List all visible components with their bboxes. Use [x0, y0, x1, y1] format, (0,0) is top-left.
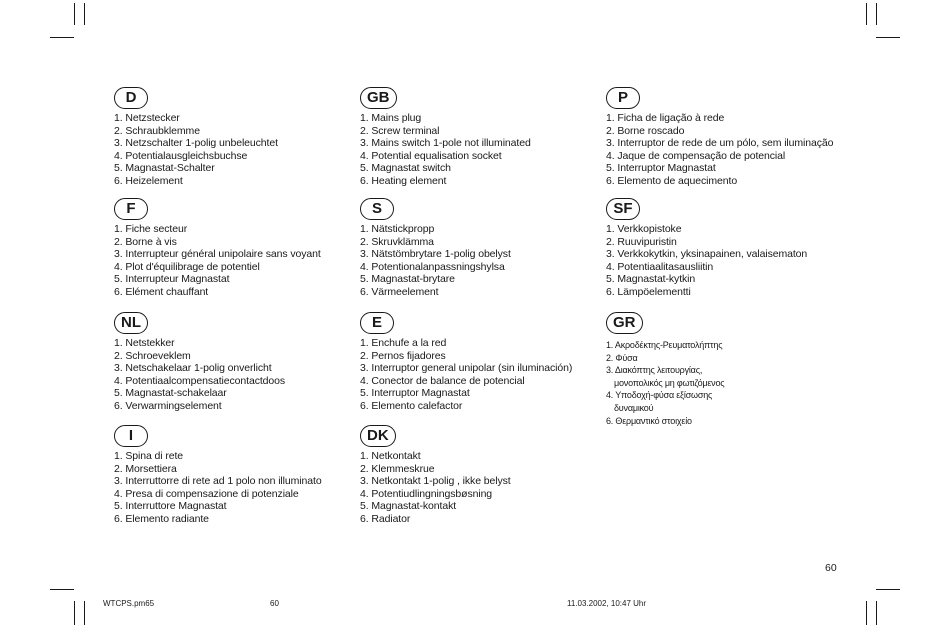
list-item: μονοπολικός μη φωτιζόμενος	[614, 377, 725, 388]
list-item: 4. Jaque de compensação de potencial	[606, 149, 786, 162]
list-item: 6. Radiator	[360, 512, 411, 525]
section-dk	[360, 425, 511, 526]
list-item: 5. Magnastat-brytare	[360, 273, 455, 286]
language-badge: D	[114, 87, 148, 109]
language-badge: GB	[360, 87, 397, 109]
section-pt	[606, 87, 833, 188]
list-item: 2. Screw terminal	[360, 124, 440, 137]
language-badge: DK	[360, 425, 396, 447]
list-item: 4. Potential equalisation socket	[360, 149, 502, 162]
list-item: 5. Magnastat-schakelaar	[114, 387, 227, 400]
list-item: 2. Schraubklemme	[114, 124, 200, 137]
list-item: 4. Potentiudlingningsbøsning	[360, 487, 493, 500]
list-item: 6. Elemento calefactor	[360, 399, 463, 412]
language-badge: I	[114, 425, 148, 447]
footer-page: 60	[270, 599, 279, 608]
language-badge: SF	[606, 198, 640, 220]
list-item: 4. Potentialausgleichsbuchse	[114, 149, 248, 162]
section-fi	[606, 198, 807, 299]
crop-mark	[866, 3, 867, 25]
list-item: 6. Elemento de aquecimento	[606, 174, 738, 187]
list-item: 3. Διακόπτης λειτουργίας,	[606, 365, 703, 376]
list-item: 3. Interruptor general unipolar (sin iluminación)	[360, 362, 573, 375]
list-item: 5. Magnastat-kytkin	[606, 273, 696, 286]
list-item: 6. Värmeelement	[360, 285, 439, 298]
page-number: 60	[825, 562, 837, 574]
crop-mark	[866, 601, 867, 625]
language-badge: GR	[606, 312, 643, 334]
list-item: 5. Interruttore Magnastat	[114, 500, 227, 513]
language-badge: P	[606, 87, 640, 109]
language-badge: S	[360, 198, 394, 220]
crop-mark	[50, 589, 74, 590]
section-de	[114, 87, 278, 188]
list-item: 3. Verkkokytkin, yksinapainen, valaisematon	[606, 248, 808, 261]
section-it	[114, 425, 322, 526]
section-gb	[360, 87, 531, 188]
list-item: 2. Borne roscado	[606, 124, 685, 137]
list-item: 6. Elemento radiante	[114, 512, 209, 525]
crop-mark	[876, 37, 900, 38]
footer-datetime: 11.03.2002, 10:47 Uhr	[567, 599, 647, 608]
list-item: 3. Interruttorre di rete ad 1 polo non illuminato	[114, 475, 322, 488]
list-item: 4. Plot d'équilibrage de potentiel	[114, 260, 260, 273]
list-item: 6. Verwarmingselement	[114, 399, 222, 412]
crop-mark	[876, 601, 877, 625]
list-item: 4. Potentiaalitasausliitin	[606, 260, 714, 273]
list-item: δυναμικού	[614, 402, 654, 413]
list-item: 1. Enchufe a la red	[360, 337, 447, 349]
section-se	[360, 198, 511, 299]
section-gr	[606, 312, 724, 427]
list-item: 6. Heizelement	[114, 174, 183, 187]
list-item: 1. Nätstickpropp	[360, 223, 435, 235]
language-badge: F	[114, 198, 148, 220]
list-item: 3. Netzschalter 1-polig unbeleuchtet	[114, 137, 278, 150]
list-item: 4. Potentionalanpassningshylsa	[360, 260, 505, 273]
list-item: 4. Potentiaalcompensatiecontactdoos	[114, 374, 286, 387]
list-item: 3. Mains switch 1-pole not illuminated	[360, 137, 531, 150]
section-fr	[114, 198, 321, 299]
list-item: 6. Θερμαντικό στοιχείο	[606, 415, 692, 426]
list-item: 2. Ruuvipuristin	[606, 235, 677, 248]
crop-mark	[84, 601, 85, 625]
crop-mark	[876, 589, 900, 590]
list-item: 1. Fiche secteur	[114, 223, 188, 235]
list-item: 3. Netschakelaar 1-polig onverlicht	[114, 362, 272, 375]
list-item: 2. Pernos fijadores	[360, 349, 446, 362]
list-item: 6. Lämpöelementti	[606, 285, 691, 298]
language-badge: E	[360, 312, 394, 334]
footer-filename: WTCPS.pm65	[103, 599, 155, 608]
list-item: 3. Netkontakt 1-polig , ikke belyst	[360, 475, 511, 488]
list-item: 1. Netkontakt	[360, 450, 421, 462]
list-item: 4. Presa di compensazione di potenziale	[114, 487, 299, 500]
list-item: 2. Klemmeskrue	[360, 462, 435, 475]
crop-mark	[84, 3, 85, 25]
list-item: 5. Interruptor Magnastat	[606, 162, 716, 175]
list-item: 4. Υποδοχή-φύσα εξίσωσης	[606, 390, 713, 401]
list-item: 3. Interrupteur général unipolaire sans voyant	[114, 248, 321, 261]
crop-mark	[74, 601, 75, 625]
list-item: 1. Spina di rete	[114, 450, 184, 462]
crop-mark	[74, 3, 75, 25]
list-item: 2. Φύσα	[606, 352, 638, 363]
list-item: 6. Heating element	[360, 174, 447, 187]
section-nl	[114, 312, 285, 413]
list-item: 2. Borne à vis	[114, 235, 177, 248]
list-item: 1. Ακροδέκτης-Ρευματολήπτης	[606, 340, 723, 350]
list-item: 2. Schroeveklem	[114, 349, 191, 362]
list-item: 5. Interrupteur Magnastat	[114, 273, 230, 286]
list-item: 3. Nätstömbrytare 1-polig obelyst	[360, 248, 511, 261]
list-item: 1. Mains plug	[360, 112, 422, 124]
list-item: 2. Skruvklämma	[360, 235, 434, 248]
crop-mark	[876, 3, 877, 25]
list-item: 2. Morsettiera	[114, 462, 177, 475]
list-item: 1. Netstekker	[114, 337, 175, 349]
list-item: 1. Netzstecker	[114, 112, 180, 124]
crop-mark	[50, 37, 74, 38]
list-item: 3. Interruptor de rede de um pólo, sem iluminação	[606, 137, 834, 150]
list-item: 1. Verkkopistoke	[606, 223, 682, 235]
list-item: 4. Conector de balance de potencial	[360, 374, 525, 387]
list-item: 5. Magnastat-kontakt	[360, 500, 457, 513]
section-es	[360, 312, 572, 413]
list-item: 5. Magnastat switch	[360, 162, 451, 175]
language-badge: NL	[114, 312, 148, 334]
list-item: 5. Magnastat-Schalter	[114, 162, 215, 175]
list-item: 6. Elément chauffant	[114, 285, 209, 298]
list-item: 1. Ficha de ligação à rede	[606, 112, 725, 124]
list-item: 5. Interruptor Magnastat	[360, 387, 470, 400]
